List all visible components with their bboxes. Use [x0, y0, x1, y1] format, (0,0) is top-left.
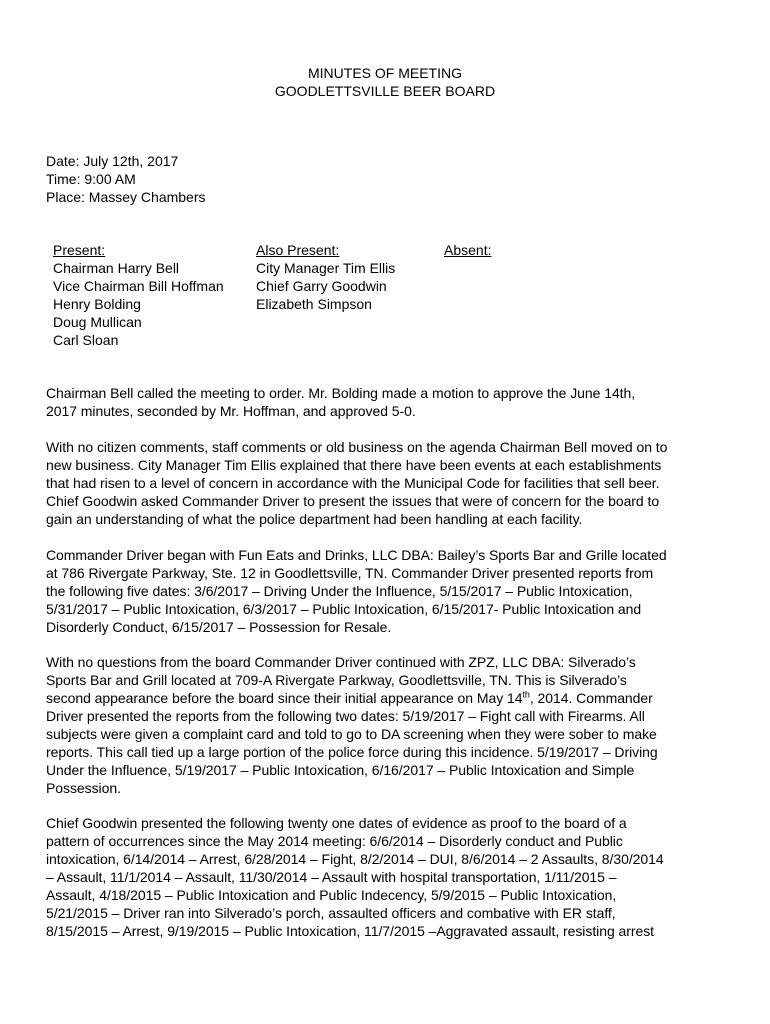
text-line: the following five dates: 3/6/2017 – Driving Under the Influence, 5/15/2017 – Public Intoxication,	[46, 583, 633, 599]
text-line: Disorderly Conduct, 6/15/2017 – Possession for Resale.	[46, 619, 392, 635]
meeting-time: Time: 9:00 AM	[46, 171, 136, 187]
absent-heading: Absent:	[444, 242, 492, 258]
text-line: Possession.	[46, 780, 121, 796]
text-line: Chief Goodwin asked Commander Driver to present the issues that were of concern for the board to	[46, 493, 660, 509]
text-line: new business. City Manager Tim Ellis explained that there have been events at each establishments	[46, 457, 662, 473]
text-line: reports. This call tied up a large portion of the police force during this incidence. 5/19/2017 – Driving	[46, 744, 658, 760]
ordinal-superscript: th	[522, 689, 530, 700]
document-title: MINUTES OF MEETING	[308, 65, 462, 81]
text-segment: , 2014. Commander	[529, 690, 653, 706]
paragraph-call-to-order	[46, 384, 730, 420]
also-present-member: City Manager Tim Ellis	[256, 260, 396, 276]
meeting-date: Date: July 12th, 2017	[46, 153, 179, 169]
present-column	[53, 241, 224, 349]
text-line: pattern of occurrences since the May 2014 meeting: 6/6/2014 – Disorderly conduct and Public	[46, 833, 623, 849]
also-present-heading: Also Present:	[256, 242, 340, 258]
also-present-member: Elizabeth Simpson	[256, 296, 372, 312]
text-line: that had risen to a level of concern in accordance with the Municipal Code for facilities that sell beer.	[46, 475, 660, 491]
present-member: Vice Chairman Bill Hoffman	[53, 278, 224, 294]
text-line: With no citizen comments, staff comments or old business on the agenda Chairman Bell moved on to	[46, 439, 668, 455]
text-line: – Assault, 11/1/2014 – Assault, 11/30/2014 – Assault with hospital transportation, 1/11/2015 –	[46, 869, 617, 885]
also-present-column	[256, 241, 395, 313]
text-line: intoxication, 6/14/2014 – Arrest, 6/28/2014 – Fight, 8/2/2014 – DUI, 8/6/2014 – 2 Assaults, 8/30/2014	[46, 851, 664, 867]
board-name: GOODLETTSVILLE BEER BOARD	[274, 83, 496, 99]
text-line: Commander Driver began with Fun Eats and Drinks, LLC DBA: Bailey’s Sports Bar and Grille located	[46, 547, 667, 563]
meeting-place: Place: Massey Chambers	[46, 189, 206, 205]
also-present-member: Chief Garry Goodwin	[256, 278, 387, 294]
text-line: gain an understanding of what the police department had been handling at each facility.	[46, 511, 583, 527]
present-heading: Present:	[53, 242, 106, 258]
text-line: Sports Bar and Grill located at 709-A Rivergate Parkway, Goodlettsville, TN. This is Silverado’s	[46, 672, 627, 688]
text-line: 8/15/2015 – Arrest, 9/19/2015 – Public Intoxication, 11/7/2015 –Aggravated assault, resisting arrest	[46, 923, 655, 939]
text-line: Chairman Bell called the meeting to order. Mr. Bolding made a motion to approve the June 14th,	[46, 385, 636, 401]
text-line: Chief Goodwin presented the following twenty one dates of evidence as proof to the board of a	[46, 815, 627, 831]
meeting-details	[46, 152, 206, 206]
paragraph-evidence-dates	[46, 814, 730, 940]
text-line: 2017 minutes, seconded by Mr. Hoffman, and approved 5-0.	[46, 403, 416, 419]
present-member: Carl Sloan	[53, 332, 119, 348]
text-line: at 786 Rivergate Parkway, Ste. 12 in Goodlettsville, TN. Commander Driver presented reports from	[46, 565, 654, 581]
text-segment: second appearance before the board since their initial appearance on May 14	[46, 690, 523, 706]
present-member: Doug Mullican	[53, 314, 142, 330]
text-line: Driver presented the reports from the following two dates: 5/19/2017 – Fight call with Firearms. All	[46, 708, 645, 724]
present-member: Henry Bolding	[53, 296, 141, 312]
text-line: Under the Influence, 5/19/2017 – Public Intoxication, 6/16/2017 – Public Intoxication and Simple	[46, 762, 635, 778]
paragraph-baileys-reports	[46, 546, 730, 636]
paragraph-silverados-reports	[46, 653, 730, 797]
text-line: With no questions from the board Commander Driver continued with ZPZ, LLC DBA: Silverado’s	[46, 654, 636, 670]
paragraph-new-business	[46, 438, 730, 528]
text-line	[46, 689, 730, 707]
text-line: Assault, 4/18/2015 – Public Intoxication and Public Indecency, 5/9/2015 – Public Intoxication,	[46, 887, 617, 903]
absent-column	[444, 241, 491, 259]
present-member: Chairman Harry Bell	[53, 260, 180, 276]
text-line: subjects were given a complaint card and told to go to DA screening when they were sober to make	[46, 726, 657, 742]
text-line: 5/21/2015 – Driver ran into Silverado’s porch, assaulted officers and combative with ER staff,	[46, 905, 616, 921]
text-line: 5/31/2017 – Public Intoxication, 6/3/2017 – Public Intoxication, 6/15/2017- Public Intoxication and	[46, 601, 642, 617]
